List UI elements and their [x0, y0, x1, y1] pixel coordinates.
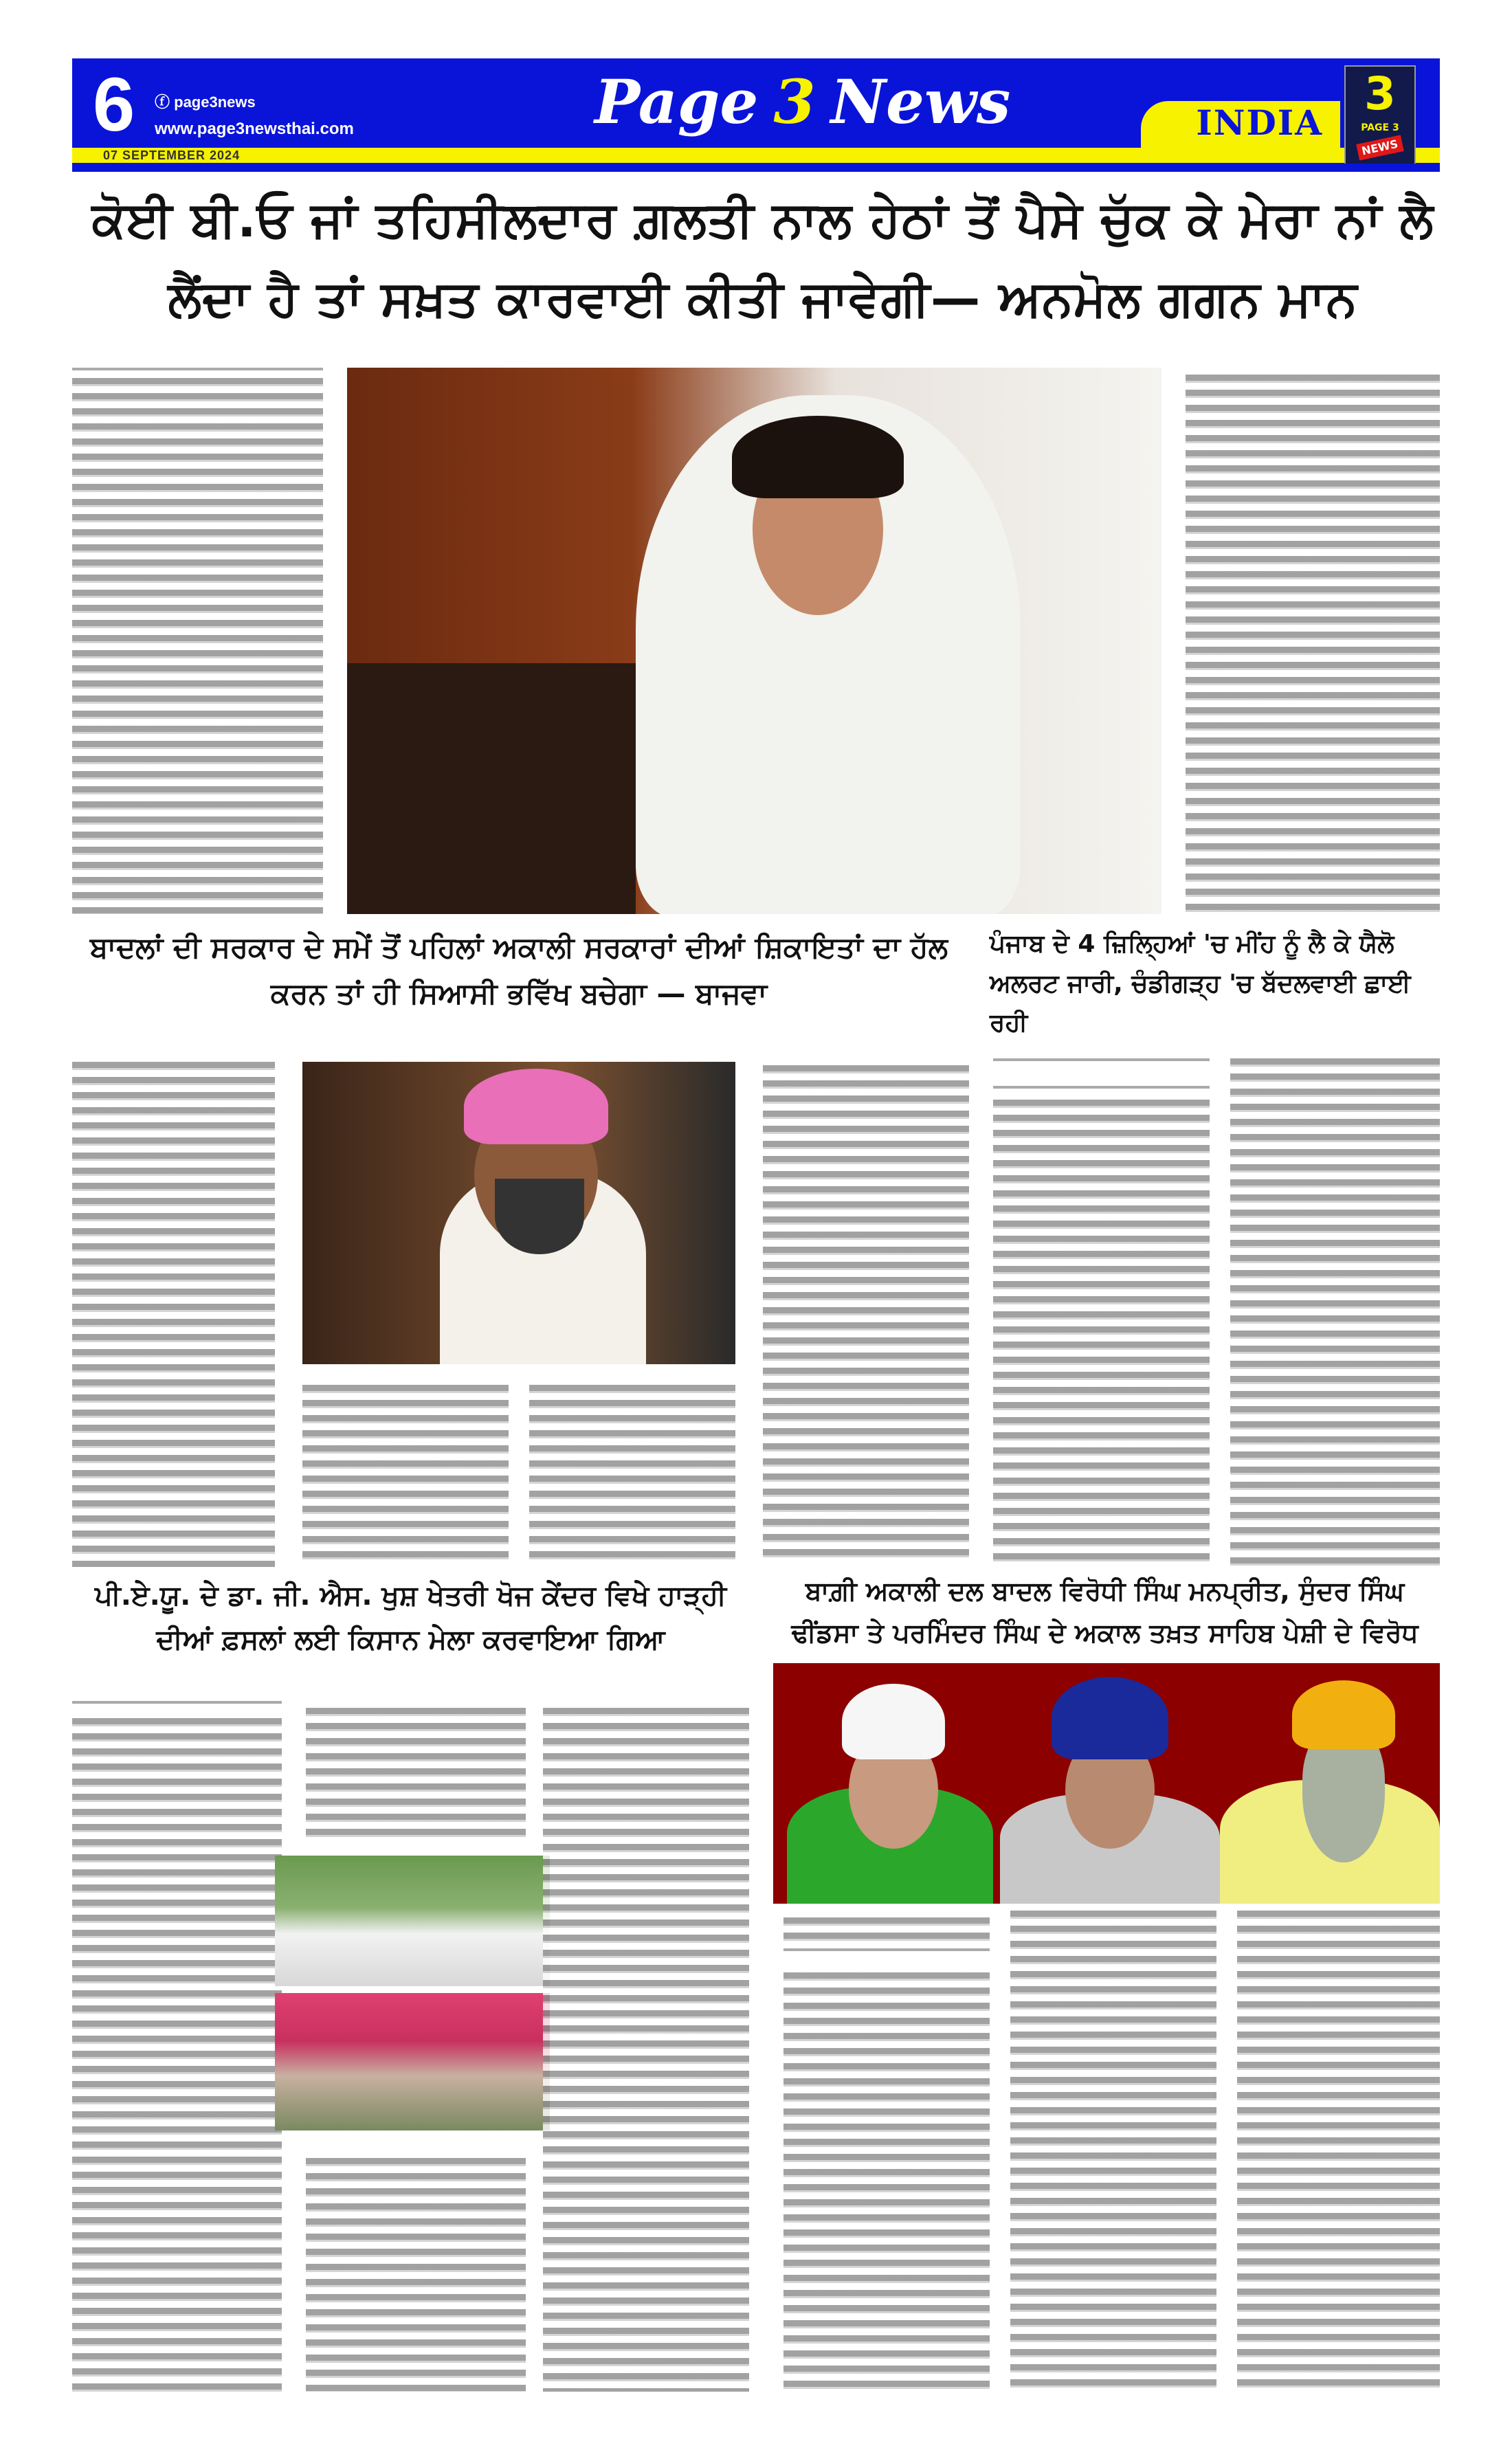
bajwa-photo [302, 1062, 735, 1364]
article-body-text [543, 1708, 749, 2392]
edition-label: INDIA [1196, 102, 1323, 143]
divider [72, 368, 323, 370]
lead-headline[interactable]: ਕੋਈ ਬੀ.ਓ ਜਾਂ ਤਹਿਸੀਲਦਾਰ ਗ਼ਲਤੀ ਨਾਲ ਹੇਠਾਂ ਤੋਂ ਪੈਸੇ ਚੁੱਕ ਕੇ ਮੇਰਾ ਨਾਂ ਲੈ ਲੈਂਦਾ ਹੈ ਤਾਂ ਸਖ਼ਤ ਕਾਰਵਾਈ ਕੀਤੀ ਜਾਵੇਗੀ— ਅਨਮੋਲ ਗਗਨ ਮਾਨ [91, 190, 1434, 328]
article-body-text [1186, 375, 1440, 914]
facebook-icon: ⓕ [155, 93, 175, 111]
article-body-text [1230, 1058, 1440, 1567]
lead-photo [347, 368, 1161, 914]
article-body-text [993, 1100, 1210, 1567]
divider [72, 1701, 282, 1704]
article-body-text [72, 378, 323, 914]
turban [464, 1069, 608, 1144]
blue-turban [1052, 1677, 1168, 1759]
badge-news: NEWS [1356, 135, 1403, 160]
masthead-rule [72, 164, 1440, 172]
article-body-text [783, 1917, 990, 1945]
social-handle[interactable] [155, 93, 256, 112]
newspaper-logo [594, 64, 1010, 140]
article-body-text [72, 1718, 282, 2392]
article-headline[interactable]: ਪੀ.ਏ.ਯੂ. ਦੇ ਡਾ. ਜੀ. ਐਸ. ਖੁਸ਼ ਖੇਤਰੀ ਖੋਜ ਕੇਂਦਰ ਵਿਖੇ ਹਾੜ੍ਹੀ ਦੀਆਂ ਫ਼ਸਲਾਂ ਲਈ ਕਿਸਾਨ ਮੇਲਾ ਕਰਵਾਇਆ ਗਿਆ [94, 1580, 727, 1656]
white-turban [842, 1684, 945, 1759]
logo-text: Page [594, 66, 759, 137]
website-link[interactable]: www.page3newsthai.com [155, 120, 354, 138]
article-body-text [72, 1062, 275, 1567]
article-body-text [306, 1708, 526, 1838]
akali-leaders-photo [773, 1663, 1440, 1904]
photo-shadow [347, 663, 636, 914]
article-body-text [1237, 1911, 1440, 2392]
social-handle-text: page3news [174, 93, 256, 111]
article-body-text [302, 1385, 509, 1564]
article-headline[interactable]: ਬਾਦਲਾਂ ਦੀ ਸਰਕਾਰ ਦੇ ਸਮੇਂ ਤੋਂ ਪਹਿਲਾਂ ਅਕਾਲੀ ਸਰਕਾਰਾਂ ਦੀਆਂ ਸ਼ਿਕਾਇਤਾਂ ਦਾ ਹੱਲ ਕਰਨ ਤਾਂ ਹੀ ਸਿਆਸੀ ਭਵਿੱਖ ਬਚੇਗਾ — ਬਾਜਵਾ [90, 931, 948, 1011]
date-strip [72, 148, 1440, 163]
badge-number: 3 [1364, 67, 1396, 120]
article-headline[interactable]: ਬਾਗ਼ੀ ਅਕਾਲੀ ਦਲ ਬਾਦਲ ਵਿਰੋਧੀ ਸਿੰਘ ਮਨਪ੍ਰੀਤ, ਸੁੰਦਰ ਸਿੰਘ ਢੀਂਡਸਾ ਤੇ ਪਰਮਿੰਦਰ ਸਿੰਘ ਦੇ ਅਕਾਲ ਤਖ਼ਤ ਸਾਹਿਬ ਪੇਸ਼ੀ ਦੇ ਵਿਰੋਧ [791, 1576, 1419, 1648]
divider [993, 1086, 1210, 1089]
masthead [72, 58, 1440, 172]
article-headline[interactable]: ਪੰਜਾਬ ਦੇ 4 ਜ਼ਿਲ੍ਹਿਆਂ 'ਚ ਮੀਂਹ ਨੂੰ ਲੈ ਕੇ ਯੈਲੋ ਅਲਰਟ ਜਾਰੀ, ਚੰਡੀਗੜ੍ਹ 'ਚ ਬੱਦਲਵਾਈ ਛਾਈ ਰਹੀ [990, 930, 1411, 1038]
article-body-text [529, 1385, 735, 1564]
beard [495, 1179, 584, 1254]
article-body-text [783, 1972, 990, 2392]
kisan-mela-photo-2 [275, 1993, 550, 2130]
person-hair [732, 416, 904, 498]
badge-page: PAGE 3 [1361, 122, 1399, 133]
article-body-text [763, 1065, 969, 1564]
kisan-mela-photo-1 [275, 1856, 550, 1986]
divider [993, 1058, 1210, 1061]
page3-badge-logo [1344, 65, 1416, 168]
logo-number: 3 [773, 66, 816, 137]
page-number: 6 [93, 63, 135, 147]
yellow-turban [1292, 1680, 1395, 1749]
article-body-text [306, 2158, 526, 2392]
issue-date: 07 SEPTEMBER 2024 [103, 148, 241, 162]
article-body-text [1010, 1911, 1216, 2392]
logo-text: News [830, 66, 1011, 137]
divider [783, 1948, 990, 1951]
